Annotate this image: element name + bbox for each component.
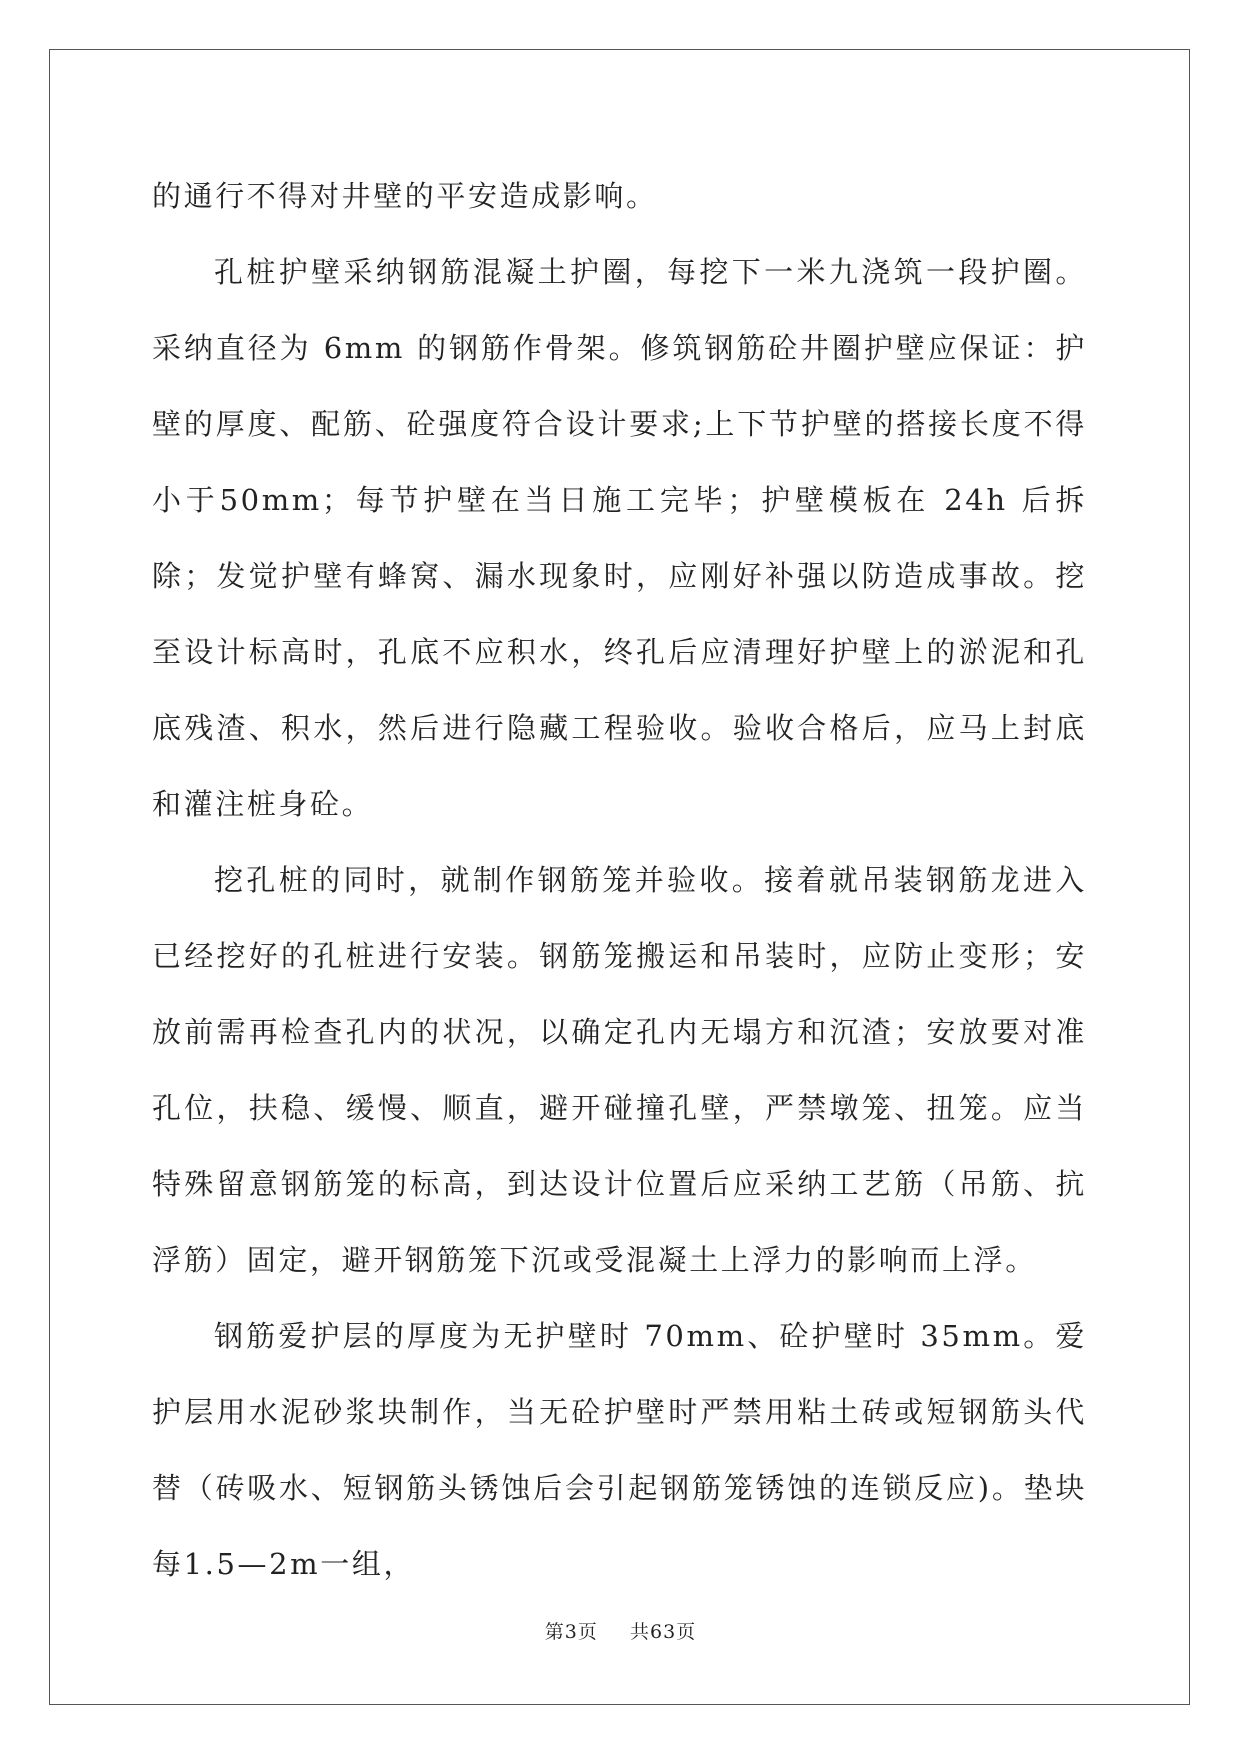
page-number: 第3页: [544, 1621, 598, 1643]
paragraph-4: 钢筋爱护层的厚度为无护壁时 70mm、砼护壁时 35mm。爱护层用水泥砂浆块制作，当无砼护壁时严禁用粘土砖或短钢筋头代替（砖吸水、短钢筋头锈蚀后会引起钢筋笼锈蚀的连锁反应)。垫块每1.5—2m一组，: [152, 1319, 1087, 1581]
page-total: 共63页: [630, 1621, 697, 1643]
paragraph-2: 孔桩护壁采纳钢筋混凝土护圈，每挖下一米九浇筑一段护圈。采纳直径为 6mm 的钢筋作骨架。修筑钢筋砼井圈护壁应保证：护壁的厚度、配筋、砼强度符合设计要求;上下节护壁的搭接长度不得小于50mm；每节护壁在当日施工完毕；护壁模板在 24h 后拆除；发觉护壁有蜂窝、漏水现象时，应刚好补强以防造成事故。挖至设计标高时，孔底不应积水，终孔后应清理好护壁上的淤泥和孔底残渣、积水，然后进行隐藏工程验收。验收合格后，应马上封底和灌注桩身砼。: [152, 255, 1087, 821]
page-footer: [0, 1617, 1241, 1644]
paragraph-1: 的通行不得对井壁的平安造成影响。: [152, 179, 658, 213]
document-body: [152, 158, 1087, 1602]
paragraph-3: 挖孔桩的同时，就制作钢筋笼并验收。接着就吊装钢筋龙进入已经挖好的孔桩进行安装。钢筋笼搬运和吊装时，应防止变形；安放前需再检查孔内的状况，以确定孔内无塌方和沉渣；安放要对准孔位，扶稳、缓慢、顺直，避开碰撞孔壁，严禁墩笼、扭笼。应当特殊留意钢筋笼的标高，到达设计位置后应采纳工艺筋（吊筋、抗浮筋）固定，避开钢筋笼下沉或受混凝土上浮力的影响而上浮。: [152, 863, 1087, 1277]
